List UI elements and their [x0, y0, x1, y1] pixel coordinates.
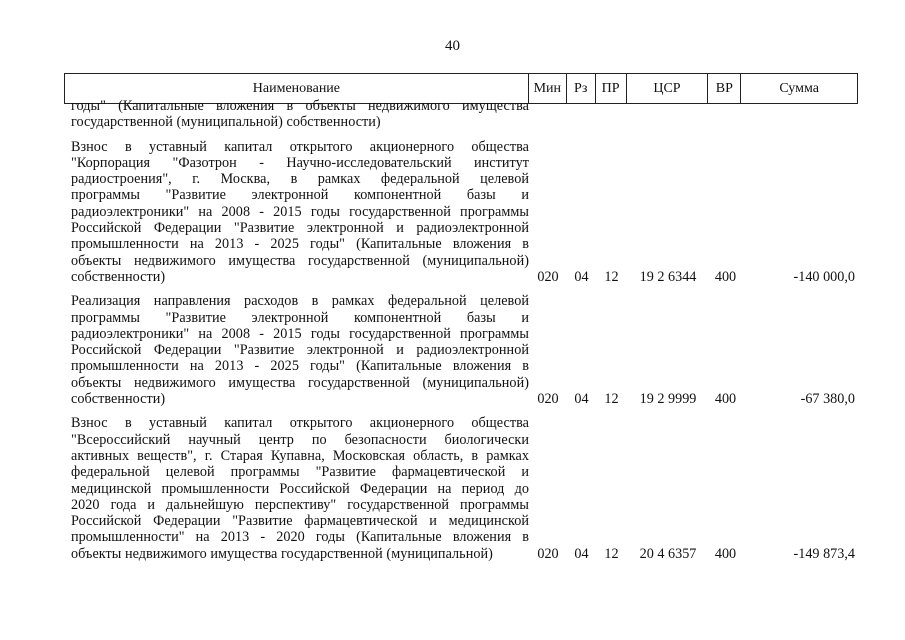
row-text-line: объекты недвижимого имущества государственной (муниципальной) [71, 374, 529, 391]
row-text-line: радиоэлектроники" на 2008 - 2015 годы государственной программы [71, 203, 529, 220]
cell-pr: 12 [604, 391, 619, 408]
cell-sum: -67 380,0 [800, 391, 855, 408]
row-text-line: Российской Федерации "Развитие электронной и радиоэлектронной [71, 220, 529, 237]
cell-min: 020 [537, 391, 559, 408]
column-header-name: Наименование [65, 74, 529, 103]
row-name-cell [64, 98, 529, 131]
row-text-line: собственности) [71, 391, 166, 408]
row-text-line: федеральной целевой программы "Развитие фармацевтической и [71, 464, 529, 481]
row-text-line: "Корпорация "Фазотрон - Научно-исследовательский институт [71, 154, 529, 171]
row-codes [529, 269, 858, 285]
row-text-line: объекты недвижимого имущества государственной (муниципальной) [71, 545, 493, 562]
cell-min: 020 [537, 546, 559, 563]
row-text-line: объекты недвижимого имущества государственной (муниципальной) [71, 252, 529, 269]
row-text-line: медицинской промышленности Российской Федерации на период до [71, 480, 529, 497]
row-text-line: Реализация направления расходов в рамках федеральной целевой [71, 293, 529, 310]
cell-vr: 400 [714, 391, 737, 408]
page-number: 40 [445, 38, 460, 54]
row-text-line: Российской Федерации "Развитие фармацевтической и медицинской [71, 513, 529, 530]
row-text-line: Взнос в уставный капитал открытого акционерного общества [71, 415, 529, 432]
row-text-line: Взнос в уставный капитал открытого акционерного общества [71, 138, 529, 155]
cell-csr: 20 4 6357 [639, 546, 697, 563]
cell-pr: 12 [604, 269, 619, 286]
row-text-line: 2020 года и дальнейшую перспективу" государственной программы [71, 496, 529, 513]
column-header-csr: ЦСР [627, 74, 709, 103]
column-header-vr: ВР [708, 74, 741, 103]
row-text-line: радиоэлектроники" на 2008 - 2015 годы государственной программы [71, 325, 529, 342]
cell-rz: 04 [574, 269, 589, 286]
row-text-line: промышленности" на 2013 - 2020 годы (Капитальные вложения в [71, 529, 529, 546]
row-text-line: годы" (Капитальные вложения в объекты недвижимого имущества [71, 98, 529, 114]
row-text-line: промышленности на 2013 - 2025 годы" (Капитальные вложения в [71, 358, 529, 375]
cell-vr: 400 [714, 269, 737, 286]
table-row [64, 293, 858, 407]
cell-pr: 12 [604, 546, 619, 563]
cell-vr: 400 [714, 546, 737, 563]
row-text-line: собственности) [71, 268, 166, 285]
cell-rz: 04 [574, 391, 589, 408]
column-header-min: Мин [529, 74, 567, 103]
row-text-line: "Всероссийский научный центр по безопасности биологически [71, 431, 529, 448]
row-text-line: активных веществ", г. Старая Купавна, Московская область, в рамках [71, 447, 529, 464]
table-body [64, 98, 858, 563]
row-text-line: промышленности на 2013 - 2025 годы" (Капитальные вложения в [71, 236, 529, 253]
cell-rz: 04 [574, 546, 589, 563]
row-name-cell [64, 139, 529, 286]
table-row [64, 98, 858, 131]
row-text-line: Российской Федерации "Развитие электронной и радиоэлектронной [71, 342, 529, 359]
row-text-line: государственной (муниципальной) собственности) [71, 114, 381, 131]
table-row [64, 415, 858, 562]
cell-sum: -140 000,0 [793, 269, 855, 286]
cell-csr: 19 2 9999 [639, 391, 697, 408]
row-name-cell [64, 415, 529, 562]
column-header-rz: Рз [567, 74, 596, 103]
cell-sum: -149 873,4 [793, 546, 855, 563]
cell-min: 020 [537, 269, 559, 286]
row-text-line: программы "Развитие электронной компонентной базы и [71, 309, 529, 326]
row-text-line: программы "Развитие электронной компонентной базы и [71, 187, 529, 204]
cell-csr: 19 2 6344 [639, 269, 697, 286]
row-text-line: радиостроения", г. Москва, в рамках федеральной целевой [71, 171, 529, 188]
table-row [64, 139, 858, 286]
column-header-pr: ПР [596, 74, 627, 103]
row-codes [529, 391, 858, 407]
row-name-cell [64, 293, 529, 407]
row-codes [529, 546, 858, 562]
column-header-sum: Сумма [779, 80, 819, 96]
